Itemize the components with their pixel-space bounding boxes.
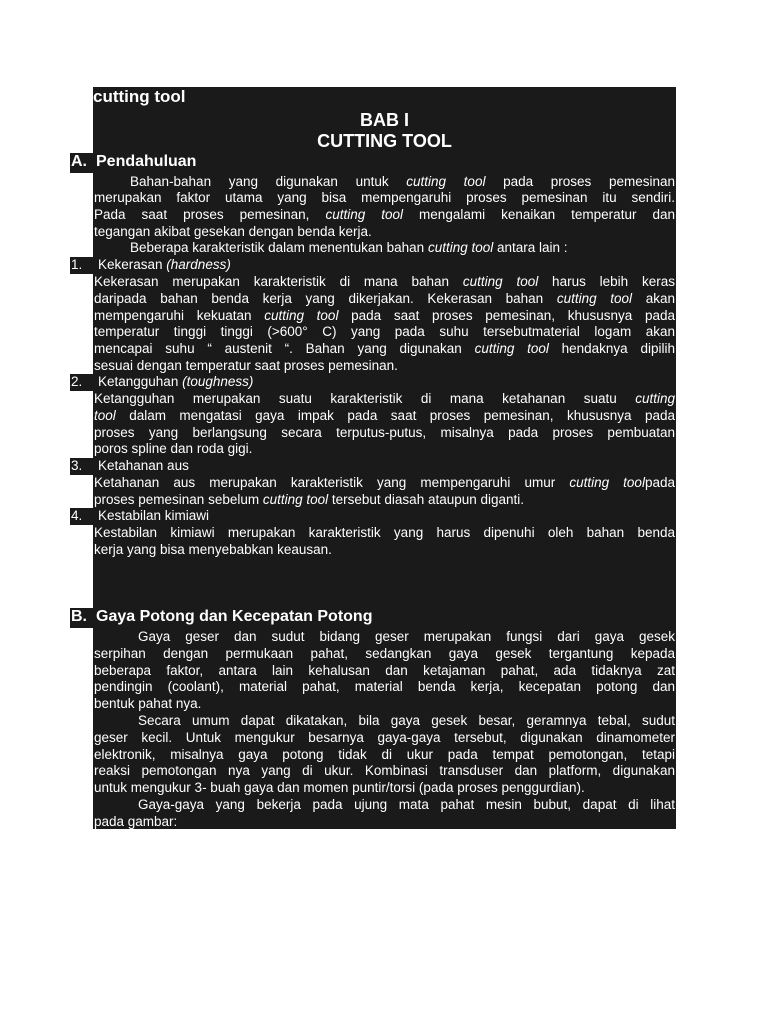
list-item-label: Kestabilan kimiawi: [98, 508, 210, 523]
list-item-text-line: Ketahanan aus merupakan karakteristik yang mempengaruhi umur cutting toolpada: [94, 475, 675, 490]
section-b-text-line: geser kecil. Untuk mengukur besarnya gaya-gaya tersebut, digunakan dinamometer: [94, 729, 675, 745]
list-item-label: Ketahanan aus: [98, 458, 189, 473]
chapter-title: CUTTING TOOL: [317, 131, 452, 151]
list-number: 3.: [71, 458, 83, 473]
intro-paragraph-line: tegangan akibat gesekan dengan benda kerja.: [94, 224, 372, 239]
list-number: 2.: [71, 374, 83, 389]
section-b-text-line: Secara umum dapat dikatakan, bila gaya gesek besar, geramnya tebal, sudut: [138, 713, 675, 728]
intro-paragraph-line: Bahan-bahan yang digunakan untuk cutting tool pada proses pemesinan: [130, 174, 675, 189]
section-b-marker: B.: [71, 608, 87, 625]
list-item-text-line: proses pemesinan sebelum cutting tool tersebut diasah ataupun diganti.: [94, 491, 525, 507]
section-a-heading: Pendahuluan: [96, 153, 197, 170]
section-b-text-line: Gaya-gaya yang bekerja pada ujung mata pahat mesin bubut, dapat di lihat: [138, 797, 675, 812]
list-number: 1.: [71, 257, 83, 272]
intro-paragraph-line: merupakan faktor utama yang bisa mempengaruhi proses pemesinan itu sendiri.: [94, 190, 675, 205]
list-item-text-line: Ketangguhan merupakan suatu karakteristik di mana ketahanan suatu cutting: [94, 391, 675, 406]
list-item-text-line: mempengaruhi kekuatan cutting tool pada saat proses pemesinan, khususnya pada: [94, 307, 675, 323]
list-item-text-line: Kekerasan merupakan karakteristik di mana bahan cutting tool harus lebih keras: [94, 274, 675, 289]
section-b-text-line: pada gambar:: [94, 813, 178, 829]
section-b-text-line: elektronik, misalnya gaya potong tidak di ukur pada tempat pemotongan, tetapi: [94, 746, 675, 762]
list-item-text-line: kerja yang bisa menyebabkan keausan.: [94, 541, 332, 557]
section-b-text-line: pendingin (coolant), material pahat, material benda kerja, kecepatan potong dan: [94, 679, 675, 695]
section-a-marker: A.: [71, 153, 87, 170]
list-item-label: Ketangguhan (toughness): [98, 374, 254, 389]
list-number: 4.: [71, 508, 83, 523]
section-b-text-line: bentuk pahat nya.: [94, 696, 202, 712]
list-item-text-line: poros spline dan roda gigi.: [94, 441, 253, 457]
list-item-text-line: mencapai suhu “ austenit “. Bahan yang digunakan cutting tool hendaknya dipilih: [94, 341, 675, 357]
intro-lead-line: Beberapa karakteristik dalam menentukan bahan cutting tool antara lain :: [130, 240, 568, 255]
list-item-text-line: proses yang berlangsung secara terputus-putus, misalnya pada proses pembuatan: [94, 424, 675, 440]
list-item-text-line: daripada bahan benda kerja yang dikerjakan. Kekerasan bahan cutting tool akan: [94, 290, 675, 306]
section-b-text-line: Gaya geser dan sudut bidang geser merupakan fungsi dari gaya gesek: [138, 629, 675, 644]
list-item-label: Kekerasan (hardness): [98, 257, 231, 272]
section-b-text-line: beberapa faktor, antara lain kehalusan dan ketajaman pahat, ada tidaknya zat: [94, 662, 675, 678]
list-item-text-line: tool dalam mengatasi gaya impak pada saat proses pemesinan, khususnya pada: [94, 407, 675, 423]
document-top-label: cutting tool: [93, 87, 186, 106]
section-b-heading: Gaya Potong dan Kecepatan Potong: [96, 608, 373, 625]
list-item-text-line: temperatur tinggi tinggi (>600° C) yang pada suhu tersebutmaterial logam akan: [94, 324, 675, 340]
chapter-number: BAB I: [360, 110, 409, 130]
list-item-text-line: Kestabilan kimiawi merupakan karakteristik yang harus dipenuhi oleh bahan benda: [94, 525, 675, 540]
section-b-text-line: serpihan dengan permukaan pahat, sedangkan gaya gesek tergantung kepada: [94, 645, 675, 661]
section-b-text-line: reaksi pemotongan nya yang di ukur. Kombinasi transduser dan platform, digunakan: [94, 763, 675, 779]
section-b-text-line: untuk mengukur 3- buah gaya dan momen puntir/torsi (pada proses penggurdian).: [94, 780, 585, 796]
list-item-text-line: sesuai dengan temperatur saat proses pemesinan.: [94, 358, 398, 373]
intro-paragraph-line: Pada saat proses pemesinan, cutting tool mengalami kenaikan temperatur dan: [94, 207, 675, 222]
